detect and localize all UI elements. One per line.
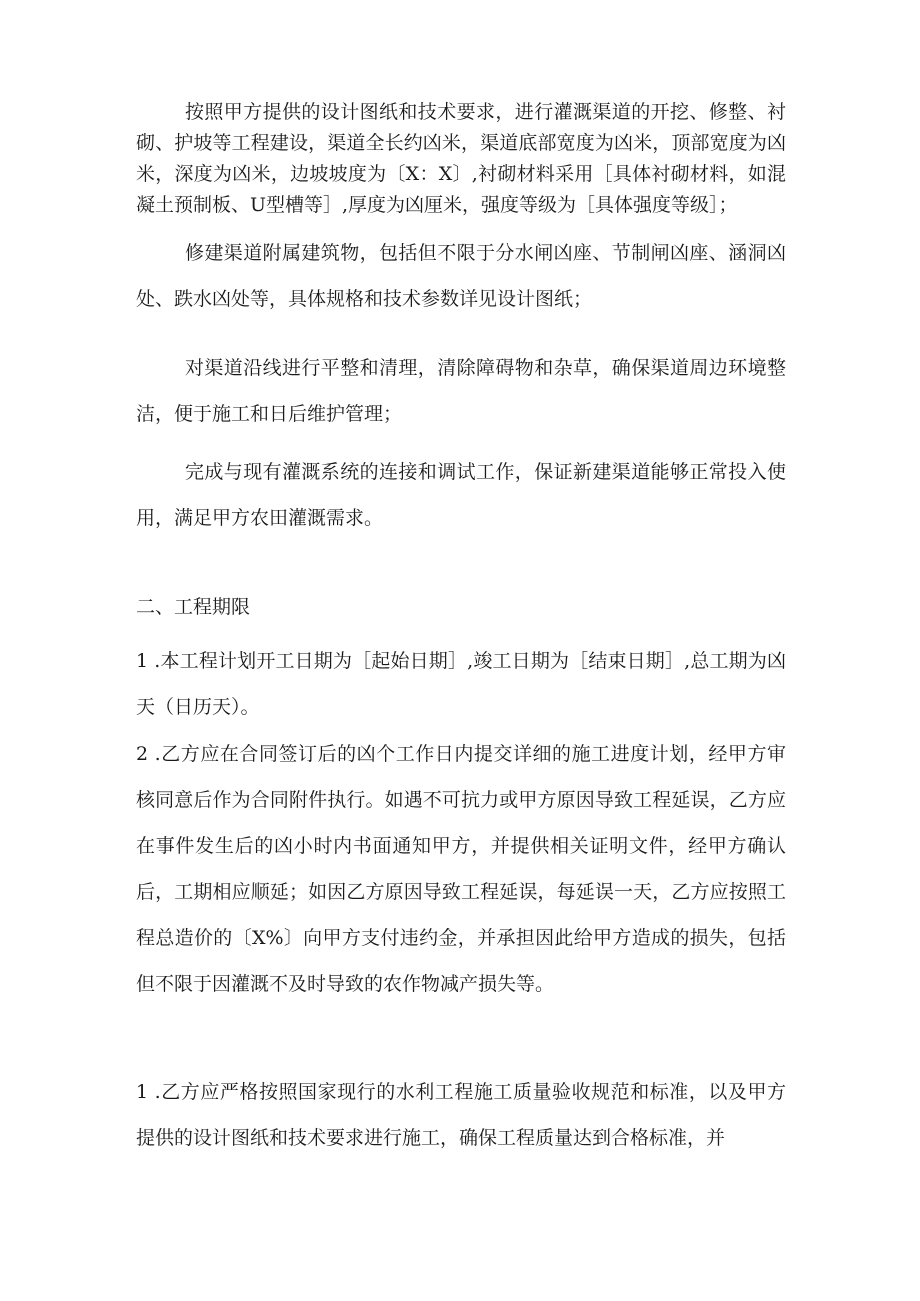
numbered-item-schedule-dates: 1 .本工程计划开工日期为［起始日期］,竣工日期为［结束日期］,总工期为凶天（日历天）。: [136, 650, 786, 718]
numbered-item-progress-plan: 2 .乙方应在合同签订后的凶个工作日内提交详细的施工进度计划，经甲方审核同意后作为合同附件执行。如遇不可抗力或甲方原因导致工程延误，乙方应在事件发生后的凶小时内书面通知甲方，并提供相关证明文件，经甲方确认后，工期相应顺延；如因乙方原因导致工程延误，每延误一天，乙方应按照工程总造价的〔X%〕向甲方支付违约金，并承担因此给甲方造成的损失，包括但不限于因灌溉不及时导致的农作物减产损失等。: [136, 743, 786, 995]
paragraph-site-clearing: 对渠道沿线进行平整和清理，清除障碍物和杂草，确保渠道周边环境整洁，便于施工和日后维护管理；: [136, 357, 786, 425]
paragraph-system-connection: 完成与现有灌溉系统的连接和调试工作，保证新建渠道能够正常投入使用，满足甲方农田灌溉需求。: [136, 461, 786, 529]
paragraph-canal-construction: 按照甲方提供的设计图纸和技术要求，进行灌溉渠道的开挖、修整、衬砌、护坡等工程建设，渠道全长约凶米，渠道底部宽度为凶米，顶部宽度为凶米，深度为凶米，边坡坡度为〔X：X〕,衬砌材料采用［具体衬砌材料，如混凝土预制板、U型槽等］,厚度为凶厘米，强度等级为［具体强度等级］；: [136, 101, 786, 216]
section-heading-project-period: 二、工程期限: [136, 596, 251, 618]
paragraph-ancillary-structures: 修建渠道附属建筑物，包括但不限于分水闸凶座、节制闸凶座、涵洞凶处、跌水凶处等，具体规格和技术参数详见设计图纸；: [136, 242, 786, 310]
numbered-item-quality-standards: 1 .乙方应严格按照国家现行的水利工程施工质量验收规范和标准，以及甲方提供的设计图纸和技术要求进行施工，确保工程质量达到合格标准，并: [136, 1081, 786, 1149]
